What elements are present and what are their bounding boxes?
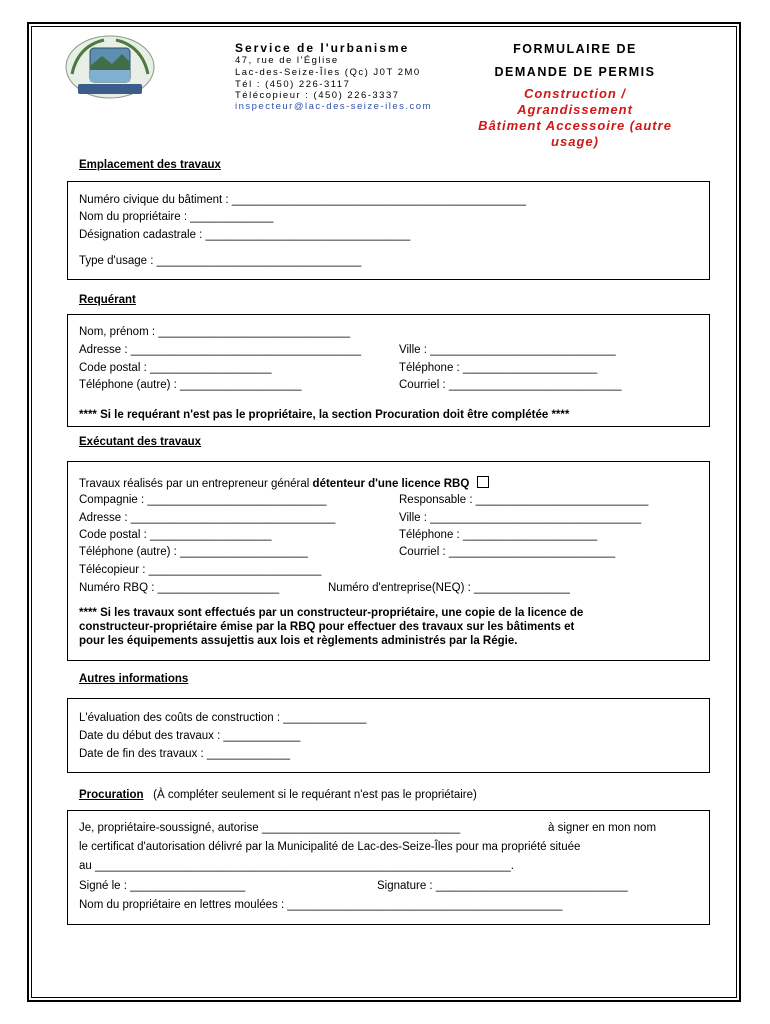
field-executant-adresse[interactable]: Adresse : ________________________________ [79,512,336,524]
rbq-line-bold: détenteur d'une licence RBQ [312,478,470,490]
field-telecopieur[interactable]: Télécopieur : ___________________________ [79,564,322,576]
field-courriel[interactable]: Courriel : ___________________________ [399,379,622,391]
field-executant-ville[interactable]: Ville : _________________________________ [399,512,642,524]
field-nom-lettres-moulees[interactable]: Nom du propriétaire en lettres moulées : ___________________________________________ [79,899,563,911]
field-evaluation-couts[interactable]: L'évaluation des coûts de construction : _____________ [79,712,367,724]
field-responsable[interactable]: Responsable : ___________________________ [399,494,649,506]
field-adresse[interactable]: Adresse : ____________________________________ [79,344,362,356]
field-signe-le[interactable]: Signé le : __________________ [79,880,246,892]
form-subtitle-line2: Agrandissement [517,102,633,117]
procuration-heading [79,789,477,801]
field-executant-code-postal[interactable]: Code postal : ___________________ [79,529,272,541]
executant-note-line1: **** Si les travaux sont effectués par un constructeur-propriétaire, une copie de la licence de [79,607,584,619]
field-executant-telephone[interactable]: Téléphone : _____________________ [399,529,598,541]
field-date-debut[interactable]: Date du début des travaux : ____________ [79,730,301,742]
field-designation-cadastrale[interactable]: Désignation cadastrale : ________________________________ [79,229,411,241]
section-title-requerant: Requérant [79,294,136,306]
rbq-line-text: Travaux réalisés par un entrepreneur général [79,478,313,490]
procuration-hint: (À compléter seulement si le requérant n'est pas le propriétaire) [153,789,477,801]
service-name: Service de l'urbanisme [235,41,410,55]
section-title-procuration: Procuration [79,789,144,801]
email-link[interactable]: inspecteur@lac-des-seize-iles.com [235,101,432,112]
municipality-logo [64,34,156,100]
field-nom-proprietaire[interactable]: Nom du propriétaire : _____________ [79,211,274,223]
rbq-licence-line [79,476,489,490]
phone-number: Tél : (450) 226-3117 [235,79,351,90]
section-title-autres: Autres informations [79,673,189,685]
field-telephone-autre[interactable]: Téléphone (autre) : ___________________ [79,379,302,391]
form-subtitle-line1: Construction / [523,86,627,101]
address-street: 47, rue de l'Église [235,55,339,66]
fax-number: Télécopieur : (450) 226-3337 [235,90,400,101]
executant-note-line3: pour les équipements assujettis aux lois et règlements administrés par la Régie. [79,635,518,647]
field-propriete-situee[interactable]: au _________________________________________________________________. [79,860,514,872]
field-compagnie[interactable]: Compagnie : ____________________________ [79,494,327,506]
section-title-executant: Exécutant des travaux [79,436,202,448]
field-numero-civique[interactable]: Numéro civique du bâtiment : ______________________________________________ [79,194,526,206]
field-executant-telephone-autre[interactable]: Téléphone (autre) : ____________________ [79,546,308,558]
procuration-text-certificat: le certificat d'autorisation délivré par la Municipalité de Lac-des-Seize-Îles pour ma propriété située [79,841,581,853]
address-city: Lac-des-Seize-Îles (Qc) J0T 2M0 [235,67,421,78]
procuration-text-signer: à signer en mon nom [548,822,657,834]
field-type-usage[interactable]: Type d'usage : ________________________________ [79,255,362,267]
field-executant-courriel[interactable]: Courriel : __________________________ [399,546,616,558]
field-signature[interactable]: Signature : ______________________________ [377,880,628,892]
field-ville[interactable]: Ville : _____________________________ [399,344,616,356]
form-title-line2: DEMANDE DE PERMIS [494,65,656,79]
form-subtitle-line3: Bâtiment Accessoire (autre [478,118,672,133]
section-title-emplacement: Emplacement des travaux [79,159,221,171]
executant-note-line2: constructeur-propriétaire émise par la RBQ pour effectuer des travaux sur les bâtiments et [79,621,575,633]
field-numero-neq[interactable]: Numéro d'entreprise(NEQ) : _______________ [328,582,570,594]
rbq-licence-checkbox[interactable] [477,476,489,488]
form-title-line1: FORMULAIRE DE [513,42,637,56]
field-code-postal[interactable]: Code postal : ___________________ [79,362,272,374]
field-autorise[interactable]: Je, propriétaire-soussigné, autorise _______________________________ [79,822,461,834]
field-telephone[interactable]: Téléphone : _____________________ [399,362,598,374]
field-date-fin[interactable]: Date de fin des travaux : _____________ [79,748,290,760]
field-numero-rbq[interactable]: Numéro RBQ : ___________________ [79,582,280,594]
requerant-note: **** Si le requérant n'est pas le propriétaire, la section Procuration doit être complétée **** [79,409,570,421]
form-subtitle-line4: usage) [551,134,599,149]
field-nom-prenom[interactable]: Nom, prénom : ______________________________ [79,326,351,338]
